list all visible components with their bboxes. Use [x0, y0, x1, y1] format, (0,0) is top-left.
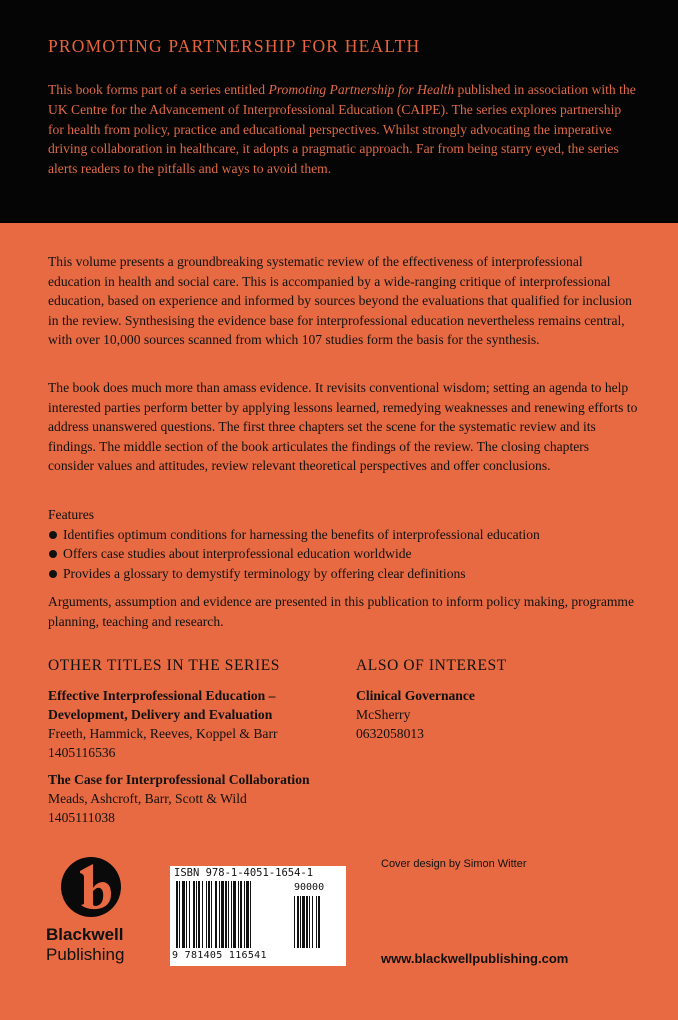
isbn-text: ISBN 978-1-4051-1654-1 — [174, 867, 314, 879]
publisher-website: www.blackwellpublishing.com — [381, 951, 569, 966]
feature-item: Offers case studies about interprofessional education worldwide — [48, 544, 638, 564]
other-titles-heading: OTHER TITLES IN THE SERIES — [48, 657, 281, 674]
also-of-interest-heading: ALSO OF INTEREST — [356, 657, 507, 674]
blackwell-b-logo-icon — [60, 855, 122, 919]
description-paragraph-1: This volume presents a groundbreaking systematic review of the effectiveness of interprofessional education in health and social care. This is accompanied by a wide-ranging critique of interprofessional education, based on experience and informed by sources beyond the evaluations that qualified for inclusion in the review. Synthesising the evidence base for interprofessional education nevertheless remains central, with over 10,000 sources scanned from which 107 studies form the basis for the synthesis. — [48, 254, 632, 348]
barcode-digits: 9 781405 116541 — [172, 950, 267, 961]
related-title-entry — [48, 770, 338, 827]
series-title: PROMOTING PARTNERSHIP FOR HEALTH — [48, 36, 421, 56]
series-name: Promoting Partnership for Health — [268, 82, 455, 97]
related-title-entry — [356, 686, 636, 743]
series-description-intro: This book forms part of a series entitled — [48, 82, 269, 97]
related-authors: Meads, Ashcroft, Barr, Scott & Wild — [48, 791, 247, 806]
related-authors: McSherry — [356, 707, 411, 722]
related-title: Effective Interprofessional Education – Development, Delivery and Evaluation — [48, 688, 276, 722]
related-authors: Freeth, Hammick, Reeves, Koppel & Barr — [48, 726, 278, 741]
features-heading: Features — [48, 507, 95, 522]
barcode-addon-digits: 90000 — [294, 882, 325, 893]
related-title: The Case for Interprofessional Collaboration — [48, 772, 310, 787]
description-paragraph-2: The book does much more than amass evidence. It revisits conventional wisdom; setting an agenda to help interested parties perform better by applying lessons learned, remedying weaknesses and renewing efforts to address unanswered questions. The first three chapters set the scene for the systematic review and its findings. The middle section of the book articulates the findings of the review. The closing chapters consider values and attitudes, review relevant theoretical perspectives and offer conclusions. — [48, 380, 638, 474]
publisher-logo — [46, 855, 146, 970]
related-title-entry — [48, 686, 338, 762]
also-of-interest-column — [356, 656, 636, 751]
feature-item: Identifies optimum conditions for harnessing the benefits of interprofessional education — [48, 525, 638, 545]
related-isbn: 0632058013 — [356, 726, 424, 741]
series-header-band — [0, 0, 678, 223]
series-description-rest: published in association with the UK Centre for the Advancement of Interprofessional Education (CAIPE). The series explores partnership for health from policy, practice and educational perspectives. Whilst strongly advocating the imperative driving collaboration in healthcare, it adopts a pragmatic approach. Far from being starry eyed, the series alerts readers to the pitfalls and ways to avoid them. — [48, 82, 636, 177]
features-section — [48, 505, 638, 583]
publisher-name — [46, 925, 124, 965]
related-title: Clinical Governance — [356, 688, 475, 703]
related-isbn: 1405111038 — [48, 810, 115, 825]
cover-design-credit: Cover design by Simon Witter — [381, 858, 527, 870]
related-isbn: 1405116536 — [48, 745, 116, 760]
isbn-barcode — [170, 866, 346, 966]
features-list — [48, 525, 638, 584]
other-titles-column — [48, 656, 338, 835]
series-description — [48, 80, 638, 179]
publisher-name-line2: Publishing — [46, 945, 125, 964]
description-paragraph-3: Arguments, assumption and evidence are presented in this publication to inform policy making, programme planning, teaching and research. — [48, 594, 635, 629]
feature-item: Provides a glossary to demystify terminology by offering clear definitions — [48, 564, 638, 584]
publisher-name-line1: Blackwell — [46, 925, 124, 944]
